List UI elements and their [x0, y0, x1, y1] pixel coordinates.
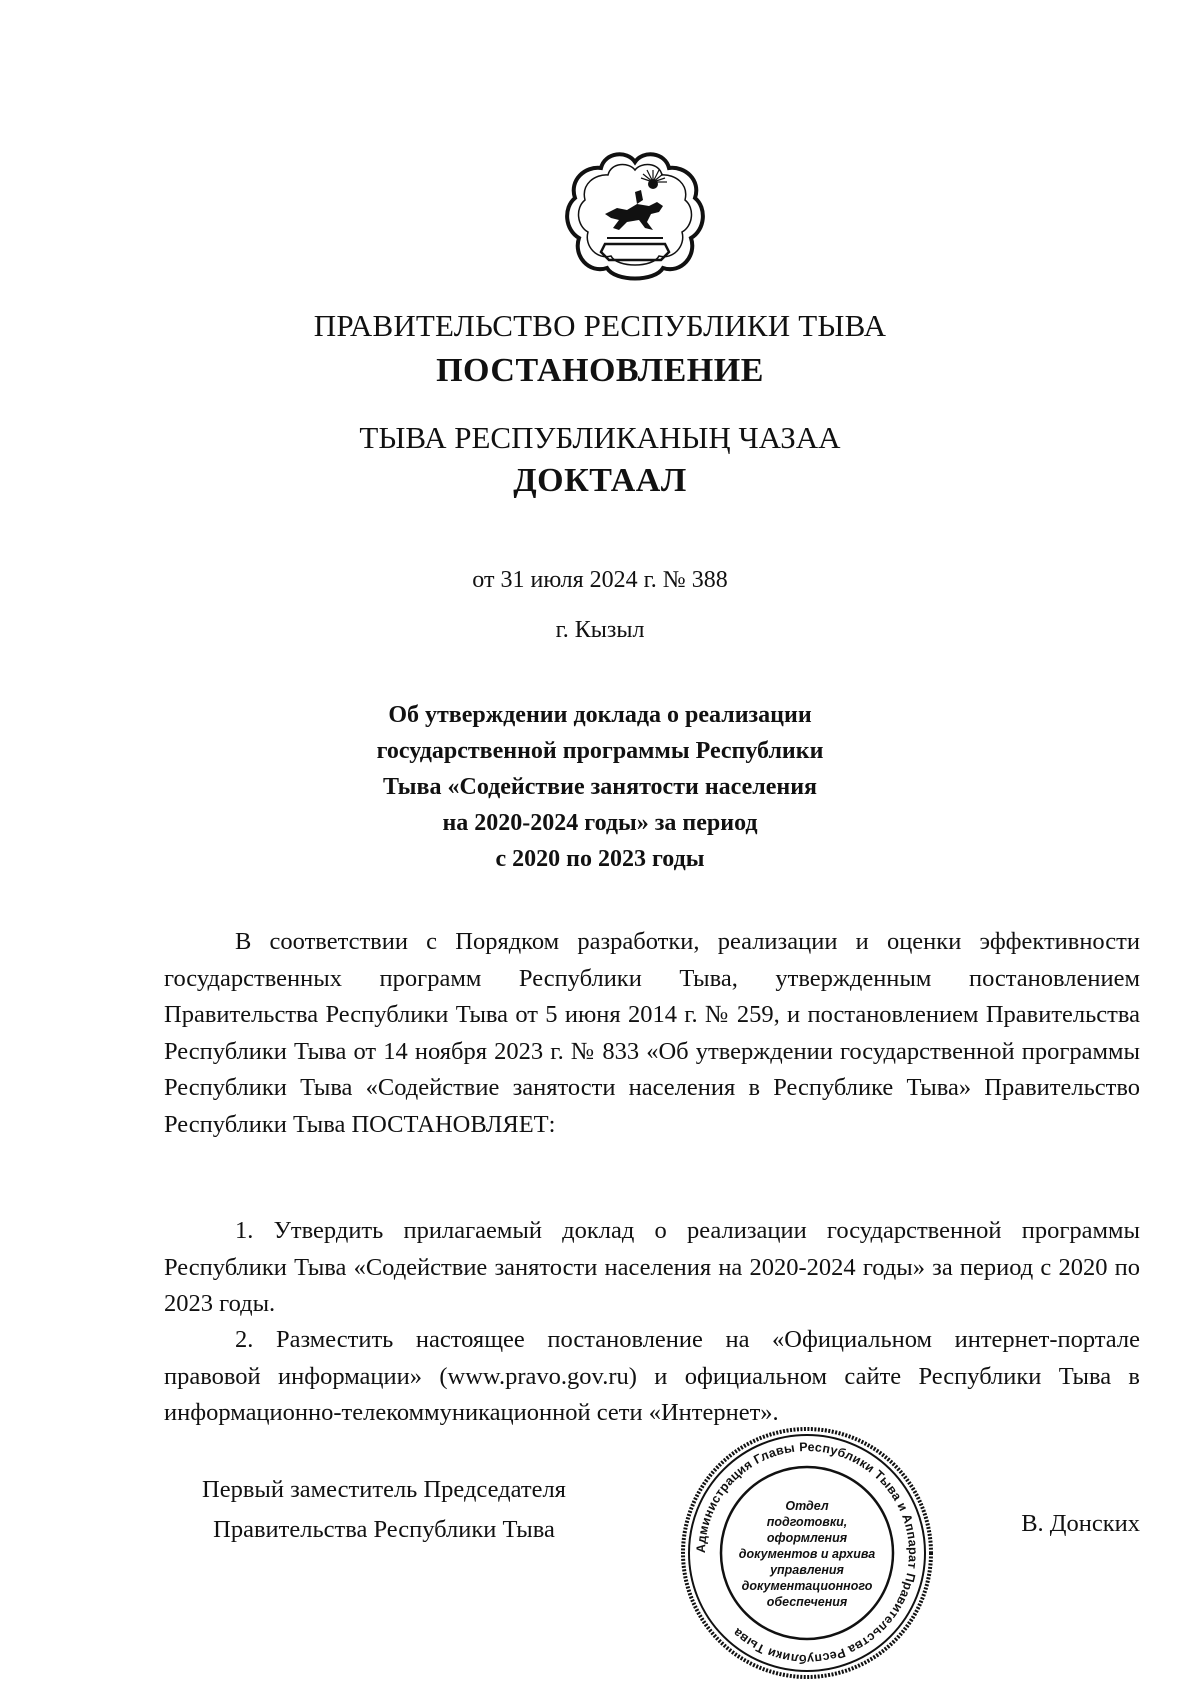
document-type: ПОСТАНОВЛЕНИЕ: [436, 352, 764, 389]
seal-center-line: обеспечения: [766, 1595, 848, 1609]
preamble-paragraph: В соответствии с Порядком разработки, реализации и оценки эффективности государственных программ Республики Тыва, утвержденным постановлением Правительства Республики Тыва от 5 июня 2014 г. № 259, и постановлением Правительства Республики Тыва от 14 ноября 2023 г. № 833 «Об утверждении государственной программы Республики Тыва «Содействие занятости населения в Республике Тыва» Правительство Республики Тыва ПОСТАНОВЛЯЕТ:: [164, 928, 1140, 1138]
seal-center-line: управления: [770, 1563, 844, 1577]
tuva-coat-of-arms-icon: [565, 148, 705, 288]
signatory-name: В. Донских: [1021, 1510, 1140, 1537]
official-seal-icon: [672, 1418, 942, 1688]
resolution-item-2: 2. Разместить настоящее постановление на «Официальном интернет-портале правовой информации» (www.pravo.gov.ru) и официальном сайте Республики Тыва в информационно-телекоммуникационной сети «Интернет».: [164, 1326, 1140, 1426]
document-date-number: от 31 июля 2024 г. № 388: [472, 567, 728, 593]
document-city: г. Кызыл: [555, 617, 645, 643]
seal-center-line: документационного: [741, 1579, 873, 1593]
seal-ring-text: Администрация Главы Республики Тыва и Аппарат Правительства Республики Тыва: [693, 1439, 921, 1667]
resolution-item-1: 1. Утвердить прилагаемый доклад о реализации государственной программы Республики Тыва «Содействие занятости населения на 2020-2024 годы» за период с 2020 по 2023 годы.: [164, 1217, 1140, 1317]
seal-center-line: документов и архива: [738, 1547, 876, 1561]
title-line: на 2020-2024 годы» за период: [442, 810, 758, 836]
document-title: [300, 697, 900, 877]
government-name: ПРАВИТЕЛЬСТВО РЕСПУБЛИКИ ТЫВА: [313, 308, 887, 343]
seal-center-line: Отдел: [785, 1499, 829, 1513]
government-name-tyvan: ТЫВА РЕСПУБЛИКАНЫҢ ЧАЗАА: [359, 420, 841, 455]
title-line: Об утверждении доклада о реализации: [388, 702, 812, 728]
signatory-position-line-2: Правительства Республики Тыва: [213, 1516, 555, 1543]
seal-center-line: подготовки,: [766, 1515, 848, 1529]
title-line: государственной программы Республики: [376, 738, 824, 764]
title-line: с 2020 по 2023 годы: [495, 846, 705, 872]
seal-center-line: оформления: [766, 1531, 848, 1545]
signatory-position-line-1: Первый заместитель Председателя: [202, 1476, 566, 1503]
title-line: Тыва «Содействие занятости населения: [382, 774, 818, 800]
signatory-position: [164, 1470, 604, 1550]
document-type-tyvan: ДОКТААЛ: [513, 462, 687, 499]
